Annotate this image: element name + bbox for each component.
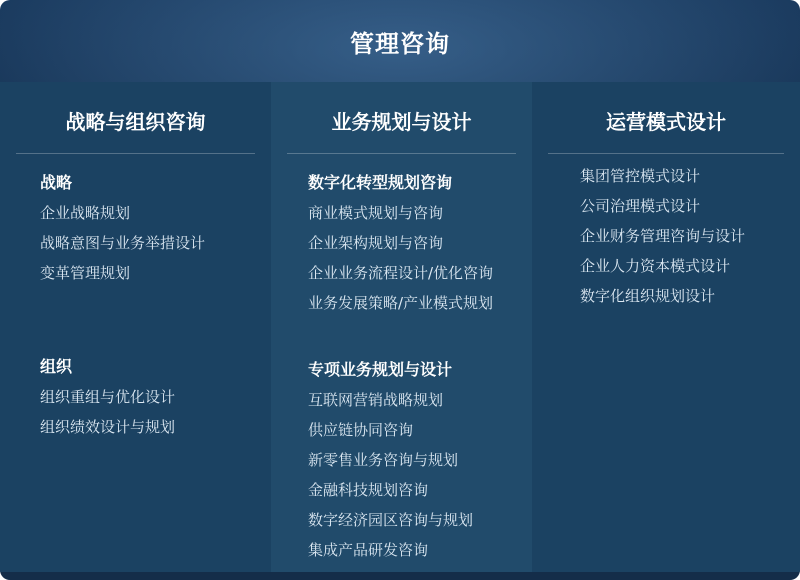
divider-line xyxy=(287,153,516,154)
section-title: 组织 xyxy=(40,357,73,376)
service-link[interactable]: 数字经济园区咨询与规划 xyxy=(308,511,474,529)
column-panel xyxy=(271,82,532,572)
service-section xyxy=(308,175,532,311)
section-title: 专项业务规划与设计 xyxy=(308,360,453,379)
service-section xyxy=(40,359,271,435)
service-link[interactable]: 战略意图与业务举措设计 xyxy=(40,234,206,252)
service-section xyxy=(308,362,532,558)
service-link[interactable]: 金融科技规划咨询 xyxy=(308,481,429,499)
service-link[interactable]: 商业模式规划与咨询 xyxy=(308,204,444,222)
menu-columns xyxy=(0,82,800,572)
service-link[interactable]: 公司治理模式设计 xyxy=(580,197,701,215)
service-link[interactable]: 组织绩效设计与规划 xyxy=(40,418,176,436)
service-link[interactable]: 变革管理规划 xyxy=(40,264,131,282)
service-link[interactable]: 企业架构规划与咨询 xyxy=(308,234,444,252)
column-panel xyxy=(532,82,800,572)
service-link[interactable]: 企业财务管理咨询与设计 xyxy=(580,227,746,245)
divider-line xyxy=(548,153,784,154)
service-link[interactable]: 互联网营销战略规划 xyxy=(308,391,444,409)
column-header: 战略与组织咨询 xyxy=(65,110,206,134)
service-link[interactable]: 新零售业务咨询与规划 xyxy=(308,451,459,469)
service-link[interactable]: 集团管控模式设计 xyxy=(580,167,701,185)
section-title: 战略 xyxy=(40,173,73,192)
divider-line xyxy=(16,153,255,154)
service-section xyxy=(580,168,800,304)
service-link[interactable]: 集成产品研发咨询 xyxy=(308,541,429,559)
service-link[interactable]: 组织重组与优化设计 xyxy=(40,388,176,406)
service-link[interactable]: 企业业务流程设计/优化咨询 xyxy=(308,264,494,282)
column-header: 运营模式设计 xyxy=(606,110,726,134)
service-section xyxy=(40,175,271,281)
service-link[interactable]: 数字化组织规划设计 xyxy=(580,287,716,305)
service-link[interactable]: 业务发展策略/产业模式规划 xyxy=(308,294,494,312)
service-link[interactable]: 企业人力资本模式设计 xyxy=(580,257,731,275)
service-link[interactable]: 企业战略规划 xyxy=(40,204,131,222)
menu-title: 管理咨询 xyxy=(350,29,450,58)
section-title: 数字化转型规划咨询 xyxy=(308,173,453,192)
column-panel xyxy=(0,82,271,572)
menu-header xyxy=(0,0,800,82)
column-header: 业务规划与设计 xyxy=(331,110,472,134)
service-link[interactable]: 供应链协同咨询 xyxy=(308,421,414,439)
